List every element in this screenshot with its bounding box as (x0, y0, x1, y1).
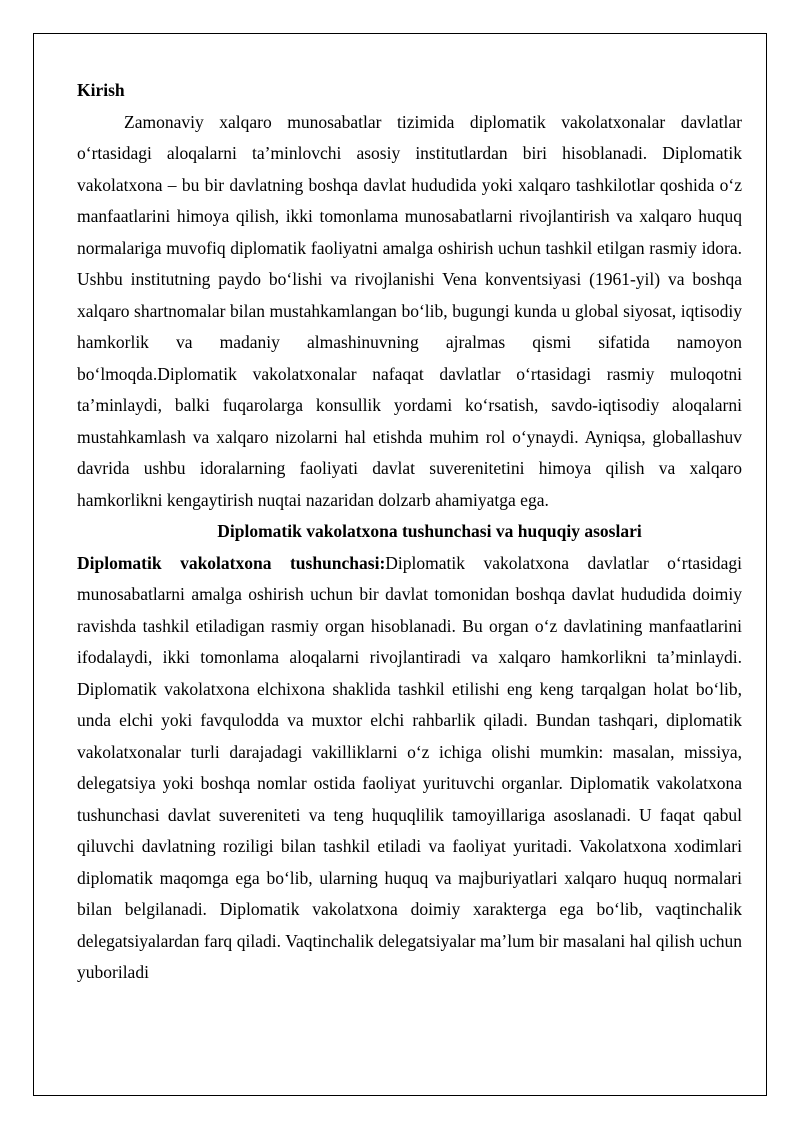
document-body (77, 75, 742, 989)
section-title-kirish: Kirish (77, 80, 125, 100)
intro-paragraph: Zamonaviy xalqaro munosabatlar tizimida diplomatik vakolatxonalar davlatlar o‘rtasidagi aloqalarni ta’minlovchi asosiy institutlardan biri hisoblanadi. Diplomatik vakolatxona – bu bir davlatning boshqa davlat hududida yoki xalqaro tashkilotlar qoshida o‘z manfaatlarini himoya qilish, ikki tomonlama munosabatlarni rivojlantirish va xalqaro huquq normalariga muvofiq diplomatik faoliyatni amalga oshirish uchun tashkil etilgan rasmiy idora. Ushbu institutning paydo bo‘lishi va rivojlanishi Vena konventsiyasi (1961-yil) va boshqa xalqaro shartnomalar bilan mustahkamlangan bo‘lib, bugungi kunda u global siyosat, iqtisodiy hamkorlik va madaniy almashinuvning ajralmas qismi sifatida namoyon bo‘lmoqda.Diplomatik vakolatxonalar nafaqat davlatlar o‘rtasidagi rasmiy muloqotni ta’minlaydi, balki fuqarolarga konsullik yordami ko‘rsatish, savdo-iqtisodiy aloqalarni mustahkamlash va xalqaro nizolarni hal etishda muhim rol o‘ynaydi. Ayniqsa, globallashuv davrida ushbu idoralarning faoliyati davlat suverenitetini himoya qilish va xalqaro hamkorlikni kengaytirish nuqtai nazaridan dolzarb ahamiyatga ega. (77, 111, 742, 510)
definition-text: Diplomatik vakolatxona davlatlar o‘rtasidagi munosabatlarni amalga oshirish uchun bir davlat tomonidan boshqa davlat hududida doimiy ravishda tashkil etiladigan rasmiy organ hisoblanadi. Bu organ o‘z davlatining manfaatlarini ifodalaydi, ikki tomonlama aloqalarni rivojlantiradi va xalqaro hamkorlikni ta’minlaydi. Diplomatik vakolatxona elchixona shaklida tashkil etilishi eng keng tarqalgan holat bo‘lib, unda elchi yoki favqulodda va muxtor elchi rahbarlik qiladi. Bundan tashqari, diplomatik vakolatxonalar turli darajadagi vakilliklarni o‘z ichiga olishi mumkin: masalan, missiya, delegatsiya yoki boshqa nomlar ostida faoliyat yurituvchi organlar. Diplomatik vakolatxona tushunchasi davlat suvereniteti va teng huquqlilik tamoyillariga asoslanadi. U faqat qabul qiluvchi davlatning roziligi bilan tashkil etiladi va faoliyat yuritadi. Vakolatxona xodimlari diplomatik maqomga ega bo‘lib, ularning huquq va majburiyatlari xalqaro huquq normalari bilan belgilanadi. Diplomatik vakolatxona doimiy xarakterga ega bo‘lib, vaqtinchalik delegatsiyalardan farq qiladi. Vaqtinchalik delegatsiyalar ma’lum bir masalani hal qilish uchun yuboriladi (77, 552, 743, 982)
section-heading: Diplomatik vakolatxona tushunchasi va huquqiy asoslari (217, 521, 642, 541)
definition-paragraph (77, 548, 742, 989)
definition-term: Diplomatik vakolatxona tushunchasi: (77, 552, 386, 573)
